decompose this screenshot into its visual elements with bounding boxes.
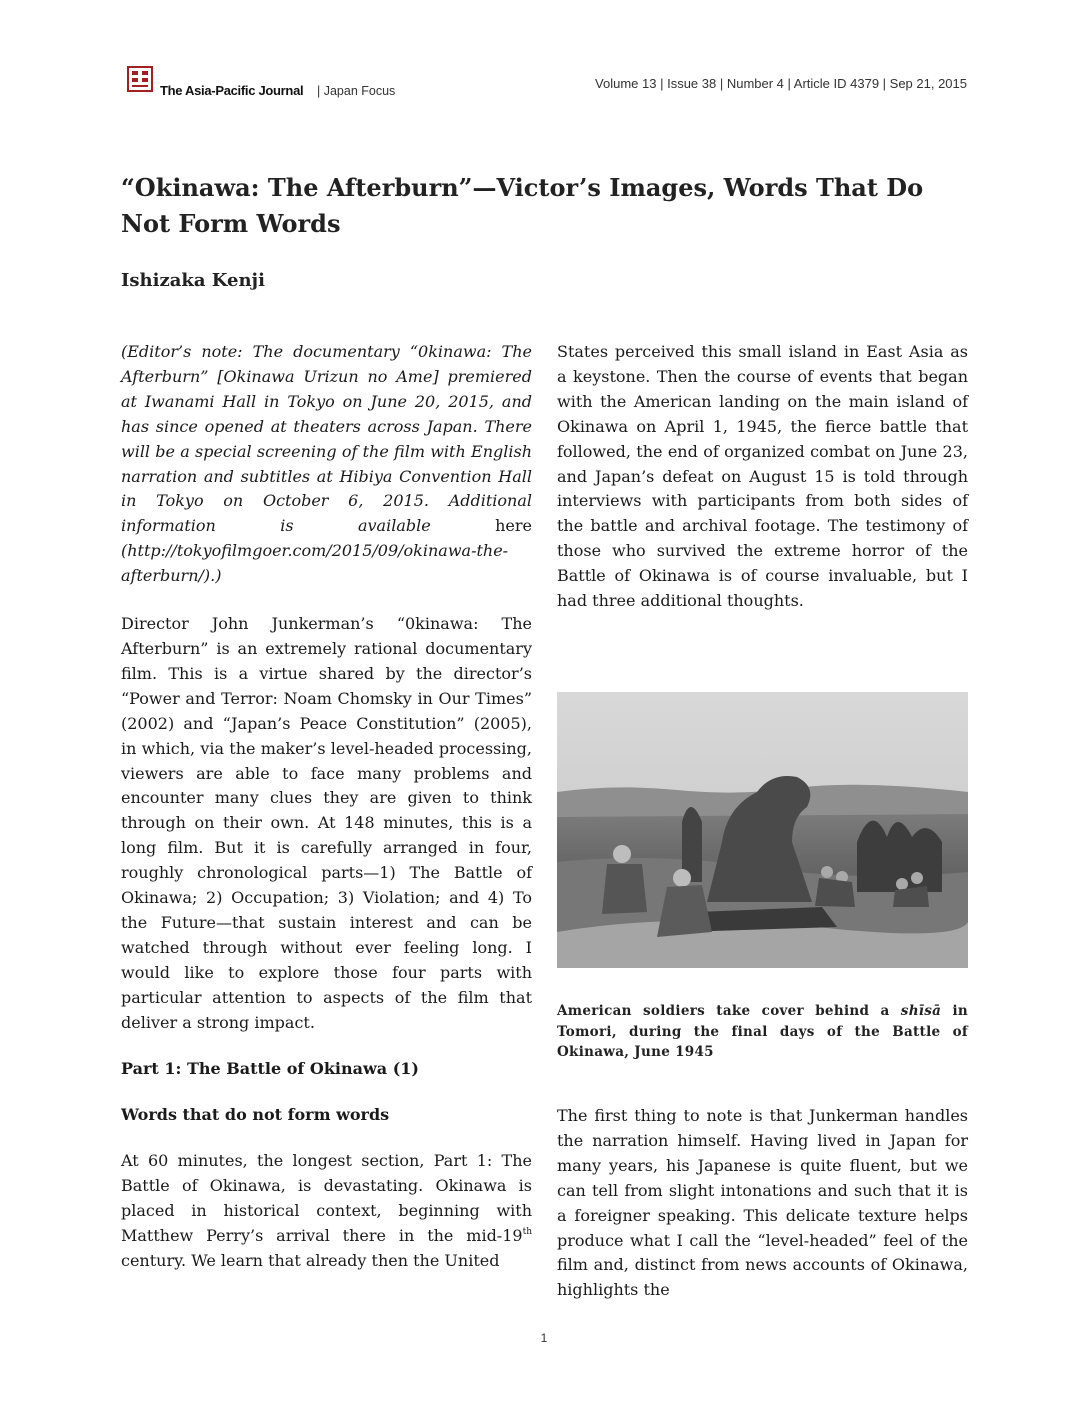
body-paragraph-continued: States perceived this small island in East Asia as a keystone. Then the course of events that began with the American landing on the main island of Okinawa on April 1, 1945, the fierce battle that followed, the end of organized combat on June 23, and Japan’s defeat on August 15 is told through interviews with participants from both sides of the battle and archival footage. The testimony of those who survived the extreme horror of the Battle of Okinawa is of course invaluable, but I had three additional thoughts. — [557, 342, 968, 611]
page-header — [127, 66, 967, 106]
right-column — [557, 340, 968, 614]
battle-photo — [557, 692, 968, 968]
intro-paragraph: Director John Junkerman’s “0kinawa: The Afterburn” is an extremely rational documentary film. This is a virtue shared by the director’s “Power and Terror: Noam Chomsky in Our Times” (2002) and “Japan’s Peace Constitution” (2005), in which, via the maker’s level-headed processing, viewers are able to face many problems and encounter many clues they are given to think through on their own. At 148 minutes, this is a long film. But it is carefully arranged in four, roughly chronological parts—1) The Battle of Okinawa; 2) Occupation; 3) Violation; and 4) To the Future—that sustain interest and can be watched through without ever feeling long. I would like to explore those four parts with particular attention to aspects of the film that deliver a strong impact. — [121, 614, 532, 1032]
right-column-bottom — [557, 1104, 968, 1303]
article-title: “Okinawa: The Afterburn”—Victor’s Images, Words That Do Not Form Words — [121, 173, 924, 238]
journal-name: The Asia-Pacific Journal — [160, 83, 304, 98]
subsection-heading: Words that do not form words — [121, 1105, 390, 1125]
page-number: 1 — [540, 1331, 548, 1345]
editor-note-link[interactable]: here — [495, 516, 532, 536]
editor-note-url[interactable]: (http://tokyofilmgoer.com/2015/09/okinawa-the-afterburn/) — [121, 541, 509, 586]
photo-caption: American soldiers take cover behind a shīsā in Tomori, during the final days of the Battle of Okinawa, June 1945 — [557, 1003, 969, 1060]
article-author: Ishizaka Kenji — [121, 270, 265, 291]
issue-info: Volume 13 | Issue 38 | Number 4 | Article ID 4379 | Sep 21, 2015 — [595, 76, 967, 91]
section-heading: Part 1: The Battle of Okinawa (1) — [121, 1059, 419, 1079]
body-paragraph: At 60 minutes, the longest section, Part 1: The Battle of Okinawa, is devastating. Okinawa is placed in historical context, beginning with Matthew Perry’s arrival there in the mid-19th century. We learn that already then the United — [121, 1151, 532, 1271]
journal-logo — [127, 66, 153, 92]
editor-note: (Editor’s note: The documentary “0kinawa: The Afterburn” [Okinawa Urizun no Ame] premiered at Iwanami Hall in Tokyo on June 20, 2015, and has since opened at theaters across Japan. There will be a special screening of the film with English narration and subtitles at Hibiya Convention Hall in Tokyo on October 6, 2015. Additional information is available here (http://tokyofilmgoer.com/2015/09/okinawa-the-afterburn/).) — [121, 342, 532, 586]
journal-section: | Japan Focus — [317, 84, 396, 98]
left-column — [121, 340, 532, 1274]
narration-paragraph: The first thing to note is that Junkerman handles the narration himself. Having lived in Japan for many years, his Japanese is quite fluent, but we can tell from slight intonations and such that it is a foreigner speaking. This delicate texture helps produce what I call the “level-headed” feel of the film and, distinct from news accounts of Okinawa, highlights the — [557, 1106, 968, 1300]
